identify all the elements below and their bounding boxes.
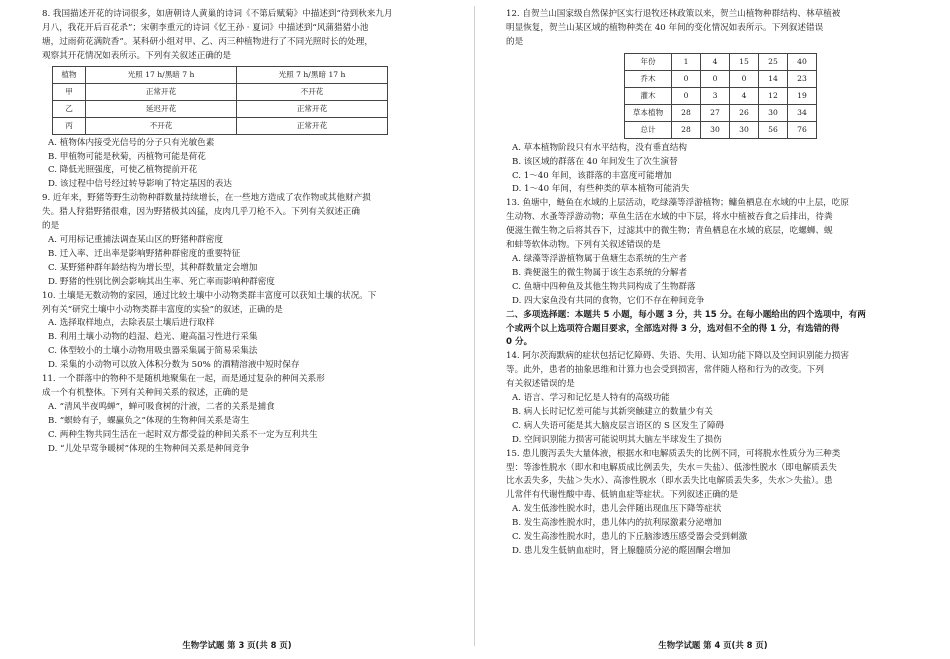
table-cell: 0 [730, 70, 759, 87]
question-text-line: 便滋生微生物之后将其吞下，过滤其中的微生物；青鱼栖息在水域的底层，吃螺蛳、蚬 [506, 226, 833, 237]
section-heading-multiple-choice [506, 309, 938, 351]
table-header-row [53, 66, 388, 83]
option-c: C. 体型较小的土壤小动物用吸虫器采集属于简易采集法 [48, 346, 258, 357]
page-footer: 生物学试题 第 3 页(共 8 页) [182, 640, 292, 651]
table-row [625, 104, 817, 121]
table-row [53, 117, 388, 134]
option-b: B. 粪便滋生的微生物属于该生态系统的分解者 [512, 267, 688, 278]
table-row [53, 83, 388, 100]
table-cell: 正常开花 [237, 100, 388, 117]
plant-species-table [624, 53, 817, 139]
table-cell: 34 [788, 104, 817, 121]
option-d: D. 采集的小动物可以放入体积分数为 50% 的酒精溶液中短时保存 [48, 360, 300, 371]
question-text-line: 10. 土壤是无数动物的家园，通过比较土壤中小动物类群丰富度可以获知土壤的状况。下 [42, 290, 377, 301]
question-text-line: 生动物、水蚤等浮游动物；草鱼生活在水域的中下层，将水中植被吞食之后排出，待粪 [506, 212, 833, 223]
question-text-line: 月八，我花开后百花杀”；宋朝李重元的诗词《忆王孙 · 夏词》中描述到“风蒲猎猎小池 [42, 22, 369, 33]
question-11 [42, 373, 456, 456]
option-c: C. 病人失语可能是其大脑皮层言语区的 S 区发生了障碍 [512, 420, 725, 431]
section-text-line: 0 分。 [506, 337, 533, 348]
table-cell: 3 [701, 87, 730, 104]
table-cell: 草本植物 [625, 104, 672, 121]
option-d: D. 1～40 年间，有些种类的草本植物可能消失 [512, 184, 690, 195]
question-text-line: 儿常伴有代谢性酸中毒、低钠血症等症状。下列叙述正确的是 [506, 490, 739, 501]
question-text-line: 等。此外，患者的抽象思维和计算力也会受到损害，常伴随人格和行为的改变。下列 [506, 365, 824, 376]
table-row [625, 70, 817, 87]
table-cell: 28 [672, 104, 701, 121]
question-text-line: 15. 患儿腹泻丢失大量体液，根据水和电解质丢失的比例不同，可将脱水性质分为三种类 [506, 448, 841, 459]
table-header-cell: 25 [759, 53, 788, 70]
option-a: A. “清风半夜鸣蝉”，蝉可吸食树的汁液，二者的关系是捕食 [48, 401, 275, 412]
question-text-line: 9. 近年来，野猪等野生动物种群数量持续增长，在一些地方造成了农作物或其他财产损 [42, 193, 371, 204]
option-a: A. 语言、学习和记忆是人特有的高级功能 [512, 393, 670, 404]
option-a: A. 选择取样地点，去除表层土壤后进行取样 [48, 318, 215, 329]
table-header-cell: 1 [672, 53, 701, 70]
table-row [53, 100, 388, 117]
table-cell: 19 [788, 87, 817, 104]
table-cell: 丙 [53, 117, 86, 134]
table-cell: 76 [788, 121, 817, 138]
question-text-line: 塘，过雨荷花满院香”。某科研小组对甲、乙、丙三种植物进行了不同光照时长的处理， [42, 36, 373, 47]
table-cell: 乔木 [625, 70, 672, 87]
question-14 [506, 350, 938, 447]
question-text-line: 12. 自贺兰山国家级自然保护区实行退牧还林政策以来，贺兰山植物种群结构、林草植被 [506, 9, 841, 19]
question-text-line: 14. 阿尔茨海默病的症状包括记忆障碍、失语、失用、认知功能下降以及空间识别能力损害 [506, 351, 849, 362]
table-cell: 14 [759, 70, 788, 87]
option-a: A. 绿藻等浮游植物属于鱼塘生态系统的生产者 [512, 253, 687, 264]
table-cell: 30 [701, 121, 730, 138]
question-10 [42, 290, 456, 373]
option-b: B. 迁入率、迁出率是影响野猪种群密度的重要特征 [48, 248, 241, 259]
table-cell: 0 [672, 70, 701, 87]
table-header-cell: 光照 7 h/黑暗 17 h [237, 66, 388, 83]
question-text-line: 列有关“研究土壤中小动物类群丰富度的实验”的叙述，正确的是 [42, 304, 283, 315]
table-header-cell: 植物 [53, 66, 86, 83]
table-cell: 总计 [625, 121, 672, 138]
option-b: B. 甲植物可能是秋菊，丙植物可能是荷花 [48, 151, 206, 162]
option-d: D. 野猪的性别比例会影响其出生率、死亡率而影响种群密度 [48, 276, 275, 287]
table-cell: 正常开花 [237, 117, 388, 134]
table-cell: 正常开花 [86, 83, 237, 100]
table-header-cell: 年份 [625, 53, 672, 70]
table-cell: 甲 [53, 83, 86, 100]
option-a: A. 草本植物阶段只有水平结构，没有垂直结构 [512, 142, 687, 153]
option-b: B. 利用土壤小动物的趋湿、趋光、避高温习性进行采集 [48, 332, 258, 343]
question-text-line: 的是 [42, 221, 60, 232]
section-text-line: 个或两个以上选项符合题目要求，全部选对得 3 分，选对但不全的得 1 分，有选错的得 [506, 323, 840, 334]
option-a: A. 植物体内接受光信号的分子只有光敏色素 [48, 137, 215, 148]
table-row [625, 121, 817, 138]
table-cell: 0 [701, 70, 730, 87]
question-text-line: 成一个有机整体。下列有关种间关系的叙述，正确的是 [42, 387, 249, 398]
table-cell: 灌木 [625, 87, 672, 104]
exam-page-4 [476, 0, 950, 659]
option-d: D. 该过程中信号经过转导影响了特定基因的表达 [48, 179, 232, 190]
question-9 [42, 192, 456, 289]
table-cell: 26 [730, 104, 759, 121]
table-cell: 27 [701, 104, 730, 121]
question-text-line: 观察其开花情况如表所示。下列有关叙述正确的是 [42, 50, 232, 61]
table-cell: 0 [672, 87, 701, 104]
question-text-line: 比水丢失多，失盐＞失水）、高渗性脱水（即水丢失比电解质丢失多，失水＞失盐）。患 [506, 476, 833, 487]
exam-page-3 [0, 0, 474, 659]
question-text-line: 型：等渗性脱水（即水和电解质成比例丢失，失水＝失盐）、低渗性脱水（即电解质丢失 [506, 462, 837, 473]
table-header-row [625, 53, 817, 70]
question-text-line: 11. 一个群落中的物种不是随机地聚集在一起，而是通过复杂的种间关系形 [42, 374, 325, 385]
option-b: B. “螟蛉有子，蜾蠃负之”体现的生物种间关系是寄生 [48, 415, 250, 426]
table-cell: 30 [730, 121, 759, 138]
question-text-line: 有关叙述错误的是 [506, 379, 575, 390]
table-row [625, 87, 817, 104]
table-cell: 乙 [53, 100, 86, 117]
option-b: B. 病人长时记忆差可能与其新突触建立的数量少有关 [512, 406, 713, 417]
section-text-line: 二、多项选择题：本题共 5 小题，每小题 3 分，共 15 分。在每小题给出的四个选项中，有两 [506, 309, 866, 320]
table-cell: 30 [759, 104, 788, 121]
option-a: A. 可用标记重捕法调查某山区的野猪种群密度 [48, 234, 223, 245]
table-cell: 12 [759, 87, 788, 104]
question-text-line: 的是 [506, 36, 524, 47]
option-c: C. 发生高渗性脱水时，患儿的下丘脑渗透压感受器会受到刺激 [512, 532, 748, 543]
table-cell: 不开花 [237, 83, 388, 100]
option-c: C. 鱼塘中四种鱼及其他生物共同构成了生物群落 [512, 281, 696, 292]
table-cell: 不开花 [86, 117, 237, 134]
question-15 [506, 448, 938, 559]
question-8 [42, 8, 456, 192]
table-cell: 56 [759, 121, 788, 138]
page-footer: 生物学试题 第 4 页(共 8 页) [658, 640, 768, 651]
table-header-cell: 40 [788, 53, 817, 70]
table-header-cell: 4 [701, 53, 730, 70]
option-d: D. 患儿发生低钠血症时，肾上腺髓质分泌的醛固酮会增加 [512, 546, 731, 556]
page-divider [474, 6, 475, 646]
question-text-line: 和蚌等软体动物。下列有关叙述错误的是 [506, 240, 661, 251]
question-text-line: 失。猎人狩猎野猪很难，因为野猪极其凶猛，皮肉几乎刀枪不入。下列有关叙述正确 [42, 207, 360, 218]
option-d: D. 空间识别能力损害可能说明其大脑左半球发生了损伤 [512, 434, 722, 445]
question-text-line: 13. 鱼塘中，鲢鱼在水域的上层活动，吃绿藻等浮游植物；鳙鱼栖息在水域的中上层，吃原 [506, 198, 849, 209]
table-cell: 23 [788, 70, 817, 87]
option-a: A. 发生低渗性脱水时，患儿会伴随出现血压下降等症状 [512, 504, 722, 515]
option-c: C. 1～40 年间，该群落的丰富度可能增加 [512, 170, 672, 181]
question-text-line: 明显恢复，贺兰山某区域的植物种类在 40 年间的变化情况如表所示。下列叙述错误 [506, 22, 824, 33]
option-c: C. 降低光照强度，可使乙植物提前开花 [48, 165, 198, 176]
table-cell: 4 [730, 87, 759, 104]
table-header-cell: 15 [730, 53, 759, 70]
question-12 [506, 8, 938, 197]
question-text-line: 8. 我国描述开花的诗词很多，如唐朝诗人黄巢的诗词《不第后赋菊》中描述到“待到秋来九月 [42, 9, 393, 19]
question-13 [506, 197, 938, 308]
option-b: B. 发生高渗性脱水时，患儿体内的抗利尿激素分泌增加 [512, 518, 722, 529]
table-cell: 28 [672, 121, 701, 138]
option-c: C. 某野猪种群年龄结构为增长型，其种群数量定会增加 [48, 262, 258, 273]
table-header-cell: 光照 17 h/黑暗 7 h [86, 66, 237, 83]
option-b: B. 该区域的群落在 40 年间发生了次生演替 [512, 156, 678, 167]
option-d: D. 四大家鱼没有共同的食物，它们不存在种间竞争 [512, 295, 705, 306]
light-flowering-table [52, 66, 388, 135]
table-cell: 延迟开花 [86, 100, 237, 117]
option-c: C. 两种生物共同生活在一起时双方都受益的种间关系不一定为互利共生 [48, 429, 318, 440]
option-d: D. “儿处早莺争暖树”体现的生物种间关系是种间竞争 [48, 443, 250, 454]
